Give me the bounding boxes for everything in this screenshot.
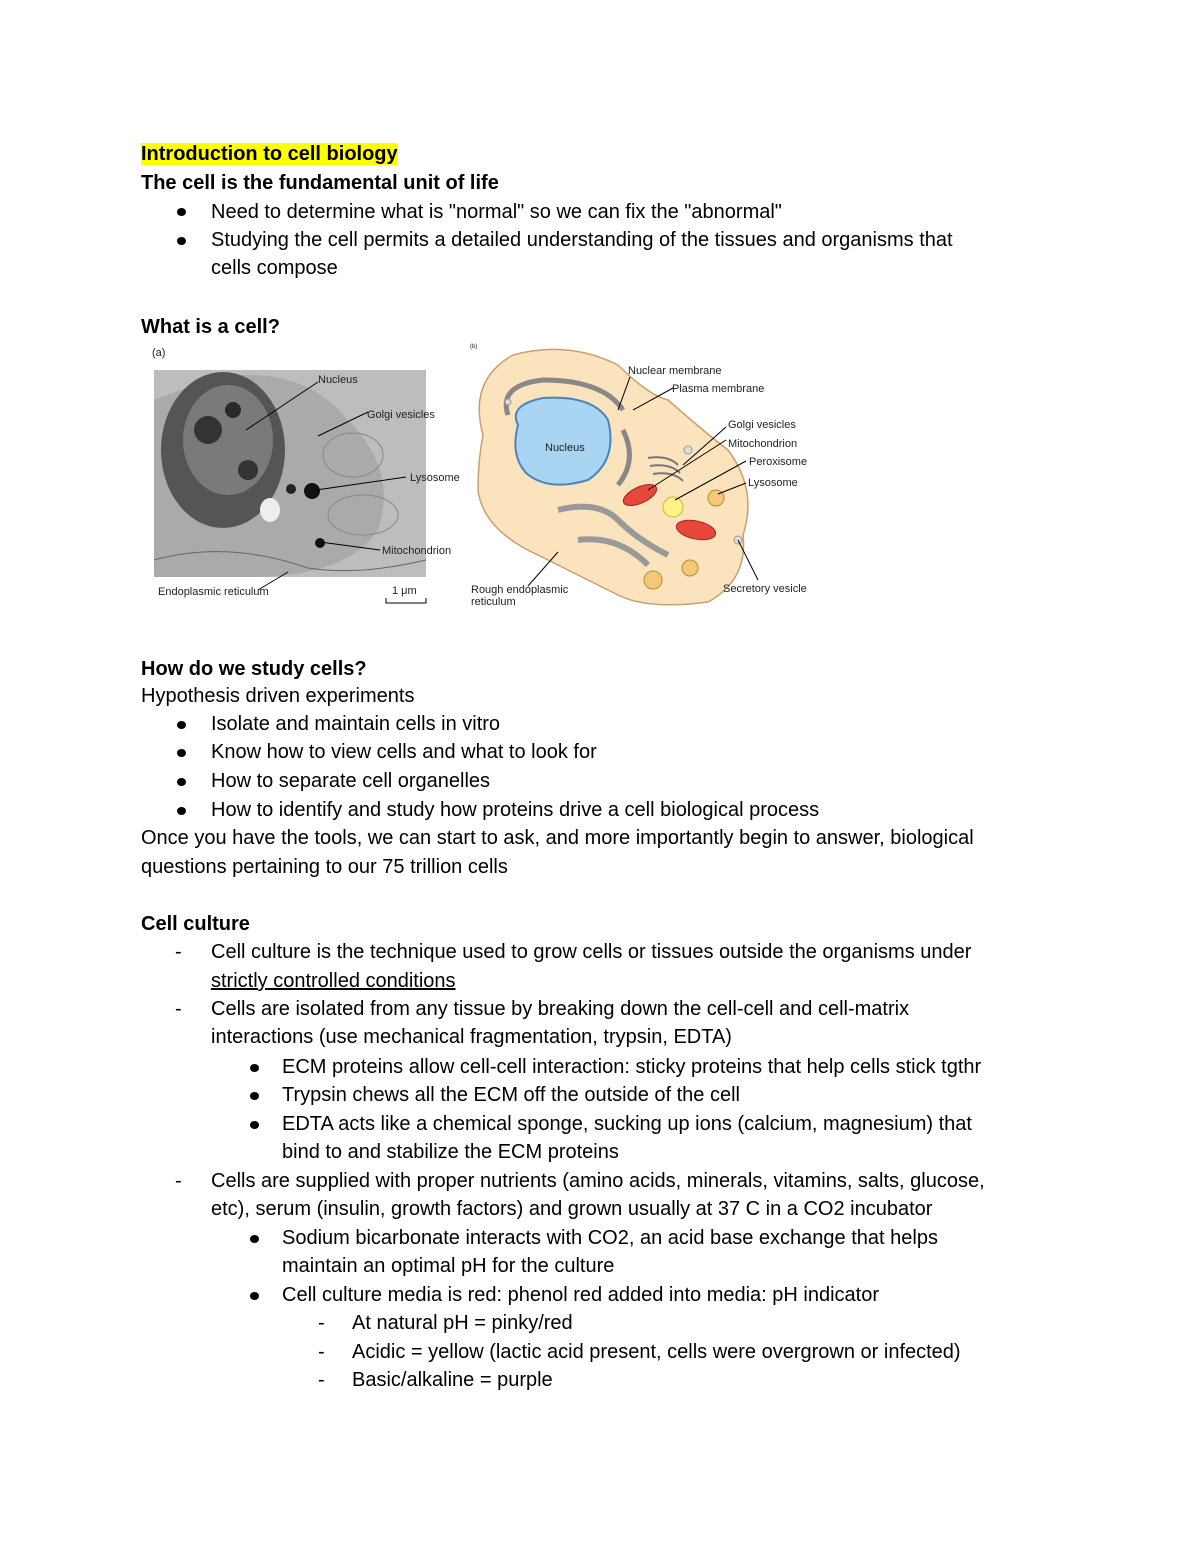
study-bullet-2: Know how to view cells and what to look for [211, 741, 597, 763]
culture-item-2-cont: interactions (use mechanical fragmentation, trypsin, EDTA) [211, 1026, 732, 1048]
diagram-label-mito: Mitochondrion [728, 438, 798, 450]
culture-item-1-underlined: strictly controlled conditions [211, 970, 456, 992]
diagram-label-lysosome: Lysosome [748, 477, 798, 489]
diagram-label-golgi: Golgi vesicles [728, 419, 796, 431]
culture-item-2-sub-3: EDTA acts like a chemical sponge, sucking up ions (calcium, magnesium) that [282, 1113, 972, 1135]
dash-marker: - [318, 1341, 325, 1363]
study-outro-1: Once you have the tools, we can start to ask, and more importantly begin to answer, biological [141, 827, 974, 849]
bullet-icon [177, 749, 186, 757]
culture-item-2-sub-3-cont: bind to and stabilize the ECM proteins [282, 1141, 619, 1163]
intro-bullet-1: Need to determine what is "normal" so we can fix the "abnormal" [211, 201, 782, 223]
study-bullet-4: How to identify and study how proteins drive a cell biological process [211, 799, 820, 821]
bullet-icon [177, 208, 186, 216]
intro-bullet-2: Studying the cell permits a detailed understanding of the tissues and organisms that [211, 229, 953, 251]
bullet-icon [177, 237, 186, 245]
micro-label-lysosome: Lysosome [410, 472, 460, 484]
bullet-icon [250, 1292, 259, 1300]
study-bullet-1: Isolate and maintain cells in vitro [211, 713, 501, 735]
culture-item-3-cont: etc), serum (insulin, growth factors) and grown usually at 37 C in a CO2 incubator [211, 1198, 933, 1220]
diagram-label-rer: Rough endoplasmic [471, 584, 569, 596]
intro-bullet-2-cont: cells compose [211, 257, 338, 279]
scale-bar [386, 598, 426, 603]
ph-item-1: At natural pH = pinky/red [352, 1312, 573, 1334]
diagram-label-plasma-membrane: Plasma membrane [672, 383, 765, 395]
doc-subtitle: The cell is the fundamental unit of life [141, 172, 499, 194]
cell-figure [148, 340, 828, 615]
diagram-label-secretory: Secretory vesicle [723, 583, 807, 595]
dash-marker: - [175, 941, 182, 963]
micro-label-nucleus: Nucleus [318, 374, 358, 386]
culture-item-3-sub-1: Sodium bicarbonate interacts with CO2, an acid base exchange that helps [282, 1227, 938, 1249]
culture-item-3-sub-1-cont: maintain an optimal pH for the culture [282, 1255, 615, 1277]
panel-a-tag: (a) [152, 347, 166, 359]
micro-label-golgi: Golgi vesicles [367, 409, 435, 421]
dash-marker: - [318, 1312, 325, 1334]
diagram-label-rer-cont: reticulum [471, 596, 516, 608]
culture-item-2-sub-1: ECM proteins allow cell-cell interaction: sticky proteins that help cells stick tgthr [282, 1056, 982, 1078]
dash-marker: - [318, 1369, 325, 1391]
dash-marker: - [175, 998, 182, 1020]
diagram-label-peroxisome: Peroxisome [749, 456, 808, 468]
ph-item-3: Basic/alkaline = purple [352, 1369, 553, 1391]
diagram-label-nucleus: Nucleus [545, 442, 585, 454]
study-heading: How do we study cells? [141, 658, 367, 680]
what-heading: What is a cell? [141, 316, 280, 338]
culture-item-3: Cells are supplied with proper nutrients (amino acids, minerals, vitamins, salts, glucose, [211, 1170, 985, 1192]
bullet-icon [250, 1092, 259, 1100]
culture-heading: Cell culture [141, 913, 250, 935]
micro-label-er: Endoplasmic reticulum [158, 586, 269, 598]
study-bullet-3: How to separate cell organelles [211, 770, 491, 792]
bullet-icon [177, 721, 186, 729]
scale-bar-label: 1 μm [392, 585, 417, 597]
bullet-icon [250, 1235, 259, 1243]
dash-marker: - [175, 1170, 182, 1192]
bullet-icon [177, 778, 186, 786]
diagram-label-nuclear-membrane: Nuclear membrane [628, 365, 722, 377]
ph-item-2: Acidic = yellow (lactic acid present, cells were overgrown or infected) [352, 1341, 961, 1363]
study-intro: Hypothesis driven experiments [141, 685, 415, 707]
bullet-icon [250, 1064, 259, 1072]
culture-item-2: Cells are isolated from any tissue by breaking down the cell-cell and cell-matrix [211, 998, 910, 1020]
culture-item-2-sub-2: Trypsin chews all the ECM off the outside of the cell [282, 1084, 740, 1106]
culture-item-3-sub-2: Cell culture media is red: phenol red added into media: pH indicator [282, 1284, 880, 1306]
culture-item-1: Cell culture is the technique used to grow cells or tissues outside the organisms under [211, 941, 972, 963]
study-outro-2: questions pertaining to our 75 trillion cells [141, 856, 508, 878]
panel-b-tag: (b) [470, 344, 478, 350]
peroxisome-shape [663, 497, 683, 517]
title-highlight: Introduction to cell biology [141, 143, 398, 165]
doc-title [141, 140, 398, 168]
bullet-icon [177, 807, 186, 815]
micro-label-mito: Mitochondrion [382, 545, 452, 557]
bullet-icon [250, 1121, 259, 1129]
